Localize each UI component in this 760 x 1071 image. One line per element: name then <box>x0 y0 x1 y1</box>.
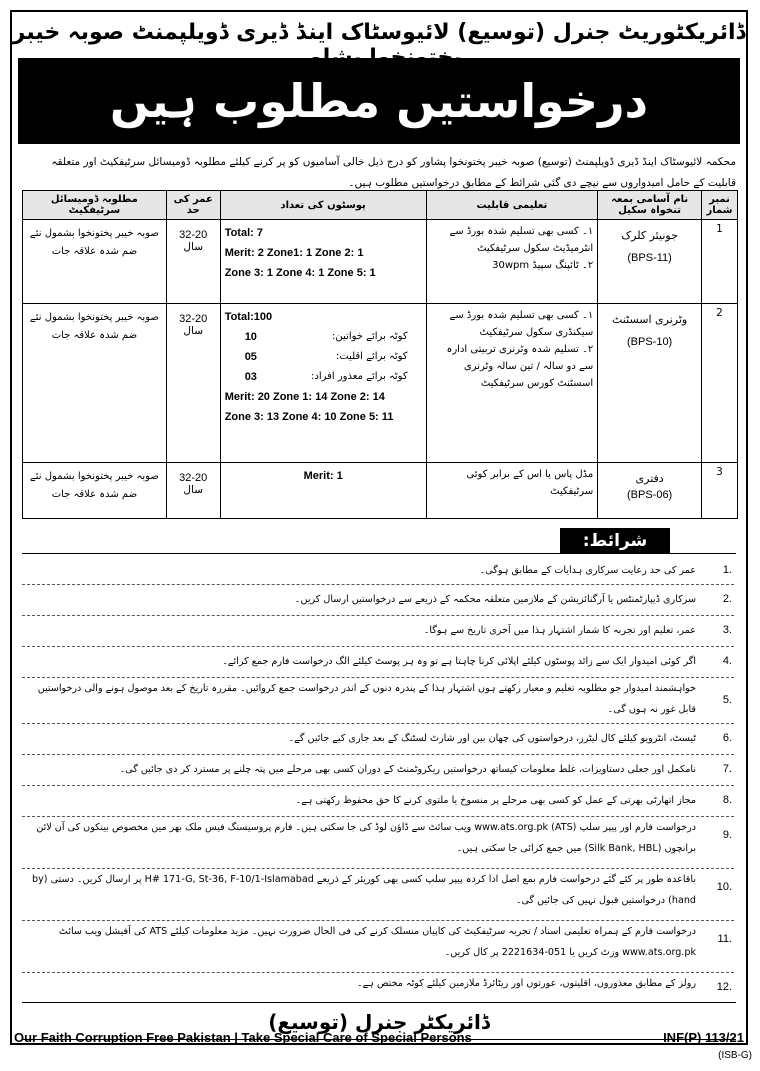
row-sr: 1 <box>702 220 738 304</box>
quota-label: کوٹہ برائے خواتین: <box>332 331 408 342</box>
post-count-cell <box>220 220 426 304</box>
post-scale: (BPS-10) <box>626 336 673 348</box>
qualification-line: ۱۔ کسی بھی تسلیم شدہ بورڈ سے سیکنڈری سکول سرٹیفکیٹ <box>449 310 594 338</box>
merit-zones-line: Zone 3: 13 Zone 4: 10 Zone 5: 11 <box>224 411 394 423</box>
condition-text: سرکاری ڈیپارٹمنٹس یا آرگنائزیشن کے ملازمین متعلقہ محکمہ کے ذریعے سے درخواستیں ارسال کریں۔ <box>294 594 696 605</box>
condition-item <box>22 817 734 869</box>
condition-number: 5. <box>722 694 732 706</box>
table-row <box>23 220 738 304</box>
merit-zones-line: Zone 3: 1 Zone 4: 1 Zone 5: 1 <box>224 267 376 279</box>
condition-item <box>22 678 734 724</box>
condition-number: 6. <box>722 732 732 744</box>
age-cell <box>166 220 220 304</box>
condition-item <box>22 560 734 585</box>
condition-text: درخواست فارم کے ہمراہ تعلیمی اسناد / تجربہ سرٹیفکیٹ کی کاپیاں منسلک کرنے کی فی الحال ضرورت نہیں۔ مزید معلومات کیلئے ATS کی آفیشل ویب سائٹ www.ats.org.pk وزٹ کریں یا 051-2221634 پر کال کریں۔ <box>58 926 696 958</box>
condition-text: درخواست فارم اور پیپر سلپ www.ats.org.pk (ATS) ویب سائٹ سے ڈاؤن لوڈ کی جا سکتی ہیں۔ فارم پروسیسنگ فیس ملک بھر میں مخصوص بینکوں کی آن لائن برانچوں (Silk Bank, HBL) میں جمع کرائی جا سکتی ہیں۔ <box>36 822 696 854</box>
row-sr: 3 <box>702 463 738 519</box>
qualification-line: مڈل پاس یا اس کے برابر کوئی سرٹیفکیٹ <box>466 469 594 497</box>
condition-number: 12. <box>716 981 732 993</box>
quota-value: 10 <box>244 331 257 343</box>
org-title: ڈائریکٹوریٹ جنرل (توسیع) لائیوسٹاک اینڈ ڈیری ڈویلپمنٹ صوبہ خیبر <box>12 20 746 45</box>
table-row <box>23 304 738 463</box>
condition-text: عمر، تعلیم اور تجربہ کا شمار اشتہار ہذا میں آخری تاریخ سے ہوگا۔ <box>423 625 696 636</box>
table-header-row <box>23 191 738 220</box>
condition-item <box>22 585 734 616</box>
condition-item <box>22 647 734 678</box>
condition-item <box>22 616 734 647</box>
total-posts: Total:100 <box>224 311 273 323</box>
merit-zones-line: Merit: 20 Zone 1: 14 Zone 2: 14 <box>224 391 385 403</box>
age-limit: 32-20 <box>179 313 208 325</box>
age-limit: 32-20 <box>179 472 208 484</box>
post-name: جونیئر کلرک <box>621 229 678 242</box>
condition-number: 9. <box>722 829 732 841</box>
qualification-cell <box>426 304 598 463</box>
age-unit: سال <box>183 484 204 496</box>
header-qualification: تعلیمی قابلیت <box>426 191 598 220</box>
conditions-heading: شرائط: <box>560 528 670 554</box>
post-name: وٹرنری اسسٹنٹ <box>612 313 688 326</box>
post-count-cell <box>220 463 426 519</box>
signatory: ڈائریکٹر جنرل (توسیع) <box>268 1010 490 1034</box>
condition-item <box>22 786 734 817</box>
banner-text: درخواستیں مطلوب ہیں <box>109 74 649 128</box>
table-row <box>23 463 738 519</box>
condition-text: ٹیسٹ، انٹرویو کیلئے کال لیٹرز، درخواستوں کی چھان بین اور شارٹ لسٹنگ کے بعد جاری کیے جائیں گے۔ <box>288 733 696 744</box>
condition-text: خواہشمند امیدوار جو مطلوبہ تعلیم و معیار رکھتے ہوں اشتہار ہذا کے پندرہ دنوں کے اندر درخواست جمع کروائیں۔ مقررہ تاریخ کے بعد موصول ہونے والی درخواستیں قابل غور نہ ہوں گی۔ <box>37 683 696 715</box>
condition-item <box>22 724 734 755</box>
condition-number: 11. <box>717 933 732 945</box>
post-scale: (BPS-06) <box>626 489 673 501</box>
post-name-cell <box>598 220 702 304</box>
qualification-line: ۲۔ تسلیم شدہ وٹرنری تربیتی ادارہ سے دو سالہ / تین سالہ وٹرنری اسسٹنٹ کورس سرٹیفکیٹ <box>446 344 594 389</box>
age-cell <box>166 304 220 463</box>
qualification-cell <box>426 463 598 519</box>
domicile-text: صوبہ خیبر پختونخوا بشمول نئے ضم شدہ علاقہ جات <box>29 228 159 257</box>
row-sr: 2 <box>702 304 738 463</box>
merit-zones-line: Merit: 1 <box>303 470 343 482</box>
condition-number: 7. <box>722 763 732 775</box>
condition-text: اگر کوئی امیدوار ایک سے زائد پوسٹوں کیلئے اپلائی کرنا چاہتا ہے تو وہ ہر پوسٹ کیلئے الگ درخواست فارم جمع کرائے۔ <box>222 656 696 667</box>
quota-label: کوٹہ برائے اقلیت: <box>335 351 408 362</box>
domicile-text: صوبہ خیبر پختونخوا بشمول نئے ضم شدہ علاقہ جات <box>29 471 159 500</box>
header-post-count: پوسٹوں کی تعداد <box>220 191 426 220</box>
quota-disabled <box>225 367 422 387</box>
condition-text: عمر کی حد رعایت سرکاری ہدایات کے مطابق ہوگی۔ <box>479 565 696 576</box>
title-banner <box>18 58 740 144</box>
condition-item <box>22 921 734 973</box>
intro-paragraph: محکمہ لائیوسٹاک اینڈ ڈیری ڈویلپمنٹ (توسیع) صوبہ خیبر پختونخوا پشاور کو درج ذیل خالی آسامیوں کو پر کرنے کیلئے مطلوبہ ڈومیسائل سرٹیفکیٹ اور متعلقہ قابلیت کے حامل امیدواروں سے نیچے دی گئی شرائط کے مطابق درخواستیں مطلوب ہیں۔ <box>51 156 736 189</box>
condition-number: 10. <box>716 881 732 893</box>
condition-number: 4. <box>722 655 732 667</box>
conditions-list <box>22 560 734 1001</box>
age-unit: سال <box>183 325 204 337</box>
post-name-cell <box>598 463 702 519</box>
header-sr: نمبر شمار <box>702 191 738 220</box>
age-unit: سال <box>183 241 204 253</box>
conditions-divider <box>22 553 736 554</box>
post-count-cell <box>220 304 426 463</box>
post-name: دفتری <box>635 472 664 485</box>
footer-isb-code: (ISB-G) <box>718 1050 752 1061</box>
age-cell <box>166 463 220 519</box>
condition-text: نامکمل اور جعلی دستاویزات، غلط معلومات کیساتھ درخواستیں ریکروٹمنٹ کے دوران کسی بھی مرحلے میں پتہ چلنے پر مسترد کر دی جائیں گی۔ <box>119 764 696 775</box>
condition-item <box>22 755 734 786</box>
header-domicile: مطلوبہ ڈومیسائل سرٹیفکیٹ <box>23 191 167 220</box>
quota-value: 05 <box>244 351 257 363</box>
quota-minority <box>225 347 422 367</box>
merit-zones-line: Merit: 2 Zone1: 1 Zone 2: 1 <box>224 247 364 259</box>
quota-women <box>225 327 422 347</box>
condition-text: رولز کے مطابق معذوروں، اقلیتوں، عورتوں اور ریٹائرڈ ملازمین کیلئے کوٹہ مختص ہے۔ <box>357 978 696 989</box>
qualification-cell <box>426 220 598 304</box>
header-post-name: نام آسامی بمعہ تنخواہ سکیل <box>598 191 702 220</box>
condition-text: مجاز اتھارٹی بھرتی کے عمل کو کسی بھی مرحلے پر منسوخ یا ملتوی کرنے کا حق محفوظ رکھتی ہے۔ <box>295 795 696 806</box>
condition-number: 3. <box>722 624 732 636</box>
quota-value: 03 <box>244 371 257 383</box>
header-age-limit: عمر کی حد <box>166 191 220 220</box>
condition-number: 2. <box>722 593 732 605</box>
footer-slogan: Our Faith Corruption Free Pakistan | Take Special Care of Special Persons <box>14 1030 472 1045</box>
condition-number: 8. <box>722 794 732 806</box>
qualification-line: ۱۔ کسی بھی تسلیم شدہ بورڈ سے انٹرمیڈیٹ سکول سرٹیفکیٹ <box>449 226 594 254</box>
condition-item <box>22 973 734 1001</box>
qualification-line: ۲۔ ٹائپنگ سپیڈ 30wpm <box>492 260 594 271</box>
post-name-cell <box>598 304 702 463</box>
age-limit: 32-20 <box>179 229 208 241</box>
total-posts: Total: 7 <box>224 227 263 239</box>
footer-reference: INF(P) 113/21 <box>663 1030 744 1045</box>
domicile-cell <box>23 220 167 304</box>
domicile-cell <box>23 304 167 463</box>
quota-label: کوٹہ برائے معذور افراد: <box>311 371 408 382</box>
condition-item <box>22 869 734 921</box>
condition-number: 1. <box>722 564 732 576</box>
condition-text: باقاعدہ طور پر کئے گئے درخواست فارم بمع اصل ادا کردہ پیپر سلپ کسی بھی کوریئر کے ذریعے H# 171-G, St-36, F-10/1-Islamabad پر ارسال کریں۔ دستی (by hand) درخواستیں قبول نہیں کی جائیں گی۔ <box>32 874 696 906</box>
domicile-cell <box>23 463 167 519</box>
domicile-text: صوبہ خیبر پختونخوا بشمول نئے ضم شدہ علاقہ جات <box>29 312 159 341</box>
ad-frame <box>10 10 748 1045</box>
post-scale: (BPS-11) <box>627 252 672 264</box>
posts-table <box>22 190 738 519</box>
